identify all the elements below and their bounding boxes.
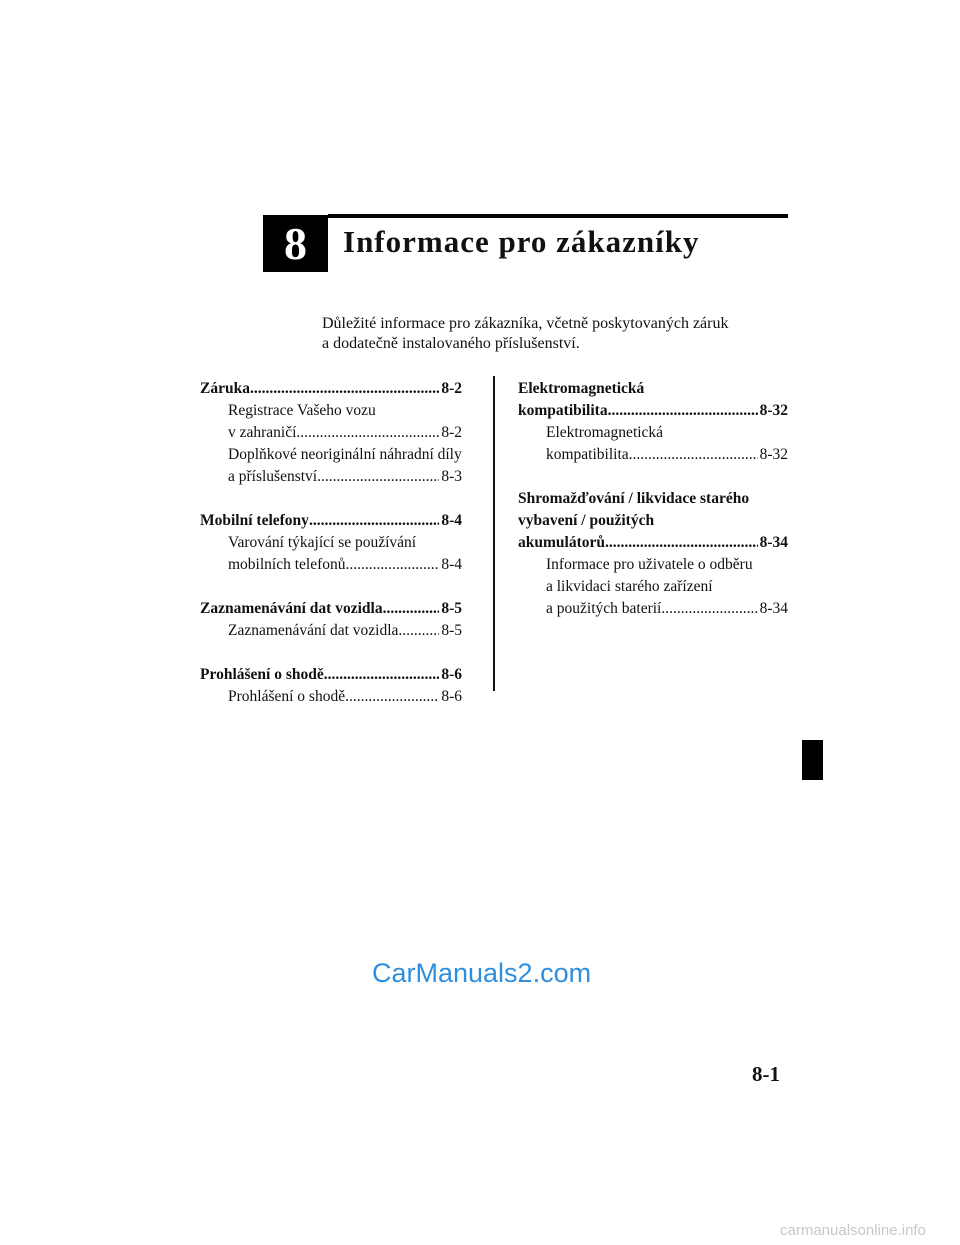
toc-entry-text: Elektromagnetická [546, 424, 664, 441]
toc-heading-elektromagneticka[interactable] [518, 378, 788, 422]
toc-section-elektromagneticka [518, 378, 788, 466]
column-divider [493, 376, 495, 691]
toc-entry-text: Registrace Vašeho vozu [228, 402, 376, 419]
toc-entry-text: Prohlášení o shodě [228, 688, 346, 705]
toc-heading-text: Zaznamenávání dat vozidla [200, 600, 383, 617]
chapter-number: 8 [284, 218, 307, 269]
toc-section-shromazdovani [518, 488, 788, 620]
page-number: 8-1 [752, 1062, 780, 1086]
toc-section-zaruka [200, 378, 462, 488]
toc-page-ref: 8-32 [759, 402, 788, 419]
toc-section-zaznamenavani [200, 598, 462, 642]
chapter-title: Informace pro zákazníky [343, 224, 700, 259]
toc-page-ref: 8-34 [759, 534, 788, 551]
toc-entry-text: a likvidaci starého zařízení [546, 578, 713, 595]
toc-leader-dots [317, 466, 439, 488]
toc-leader-dots [296, 422, 439, 444]
toc-left-column [200, 378, 462, 730]
intro-line-2: a dodatečně instalovaného příslušenství. [322, 335, 580, 352]
toc-page-ref: 8-2 [441, 424, 462, 441]
toc-leader-dots [608, 400, 758, 422]
toc-leader-dots [250, 378, 439, 400]
toc-heading-text: kompatibilita [518, 402, 608, 419]
toc-heading-zaznamenavani[interactable] [200, 598, 462, 620]
toc-page-ref: 8-4 [441, 556, 462, 573]
toc-entry-prohlaseni-o-shode[interactable] [200, 686, 462, 708]
toc-entry-informace-o-odberu[interactable] [518, 554, 788, 620]
chapter-title-rule [328, 214, 788, 218]
toc-entry-text: Zaznamenávání dat vozidla [228, 622, 399, 639]
toc-heading-text: vybavení / použitých [518, 512, 655, 529]
toc-page-ref: 8-4 [441, 512, 462, 529]
toc-heading-text: Prohlášení o shodě [200, 666, 324, 683]
toc-entry-text: kompatibilita [546, 446, 629, 463]
toc-entry-doplnkove-dily[interactable] [200, 444, 462, 488]
toc-heading-text: Shromažďování / likvidace starého [518, 490, 750, 507]
toc-heading-zaruka[interactable] [200, 378, 462, 400]
toc-leader-dots [398, 620, 439, 642]
toc-page-ref: 8-5 [441, 600, 462, 617]
toc-page-ref: 8-6 [441, 688, 462, 705]
toc-heading-prohlaseni[interactable] [200, 664, 462, 686]
toc-page-ref: 8-6 [441, 666, 462, 683]
toc-entry-text: Doplňkové neoriginální náhradní díly [228, 446, 462, 463]
chapter-number-box [263, 215, 328, 272]
toc-heading-text: Záruka [200, 380, 250, 397]
toc-leader-dots [309, 510, 439, 532]
toc-entry-zaznamenavani-dat[interactable] [200, 620, 462, 642]
toc-leader-dots [324, 664, 440, 686]
toc-leader-dots [383, 598, 440, 620]
toc-heading-text: Mobilní telefony [200, 512, 309, 529]
toc-leader-dots [629, 444, 758, 466]
toc-entry-text: Varování týkající se používání [228, 534, 417, 551]
toc-right-column [518, 378, 788, 642]
toc-leader-dots [345, 686, 439, 708]
toc-entry-registrace[interactable] [200, 400, 462, 444]
toc-section-mobilni-telefony [200, 510, 462, 576]
toc-entry-elektromagneticka-kompatibilita[interactable] [518, 422, 788, 466]
toc-heading-text: akumulátorů [518, 534, 605, 551]
toc-entry-text: v zahraničí [228, 424, 297, 441]
chapter-intro [322, 314, 782, 354]
toc-entry-text: Informace pro uživatele o odběru [546, 556, 753, 573]
toc-leader-dots [661, 598, 757, 620]
toc-entry-text: a použitých baterií [546, 600, 662, 617]
toc-page-ref: 8-32 [759, 446, 788, 463]
toc-heading-text: Elektromagnetická [518, 380, 645, 397]
toc-leader-dots [346, 554, 440, 576]
toc-entry-text: a příslušenství [228, 468, 318, 485]
toc-page-ref: 8-5 [441, 622, 462, 639]
toc-page-ref: 8-34 [759, 600, 788, 617]
intro-line-1: Důležité informace pro zákazníka, včetně poskytovaných záruk [322, 315, 729, 332]
chapter-tab-marker [802, 740, 823, 780]
toc-page-ref: 8-2 [441, 380, 462, 397]
toc-entry-text: mobilních telefonů [228, 556, 346, 573]
toc-section-prohlaseni [200, 664, 462, 708]
toc-heading-mobilni-telefony[interactable] [200, 510, 462, 532]
footer-watermark: carmanualsonline.info [780, 1222, 926, 1239]
toc-entry-varovani[interactable] [200, 532, 462, 576]
toc-heading-shromazdovani[interactable] [518, 488, 788, 554]
watermark-logo: CarManuals2.com [372, 958, 592, 988]
toc-leader-dots [605, 532, 758, 554]
toc-page-ref: 8-3 [441, 468, 462, 485]
